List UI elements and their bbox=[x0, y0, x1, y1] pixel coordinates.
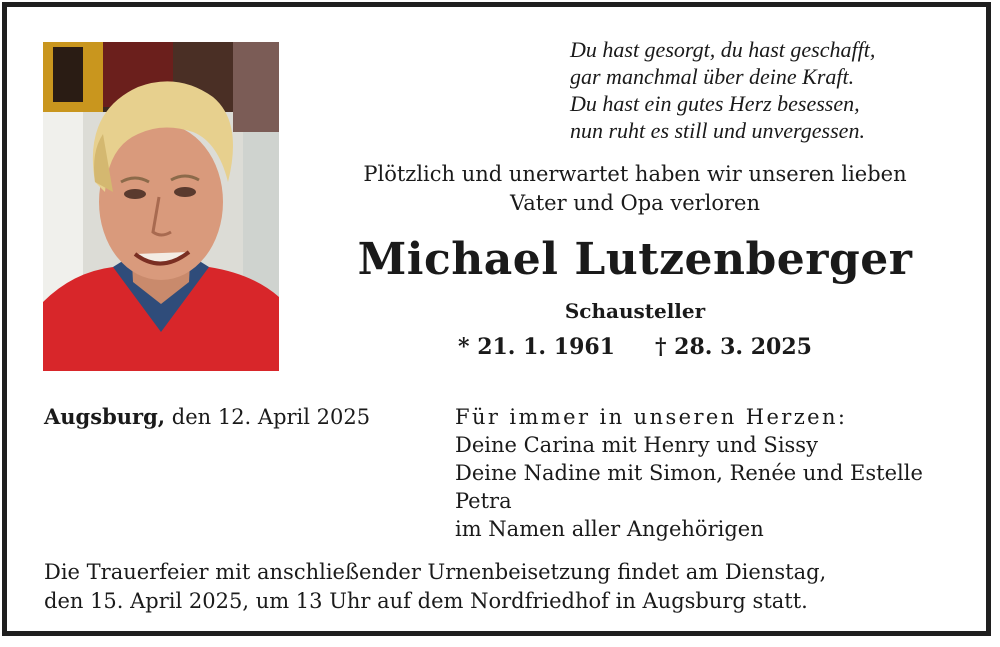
deceased-profession: Schausteller bbox=[564, 299, 706, 323]
place-and-date bbox=[44, 403, 370, 431]
birth-date: * 21. 1. 1961 bbox=[458, 334, 615, 360]
publication-date: den 12. April 2025 bbox=[171, 405, 371, 429]
intro-line-1: Plötzlich und unerwartet haben wir unseren lieben bbox=[363, 162, 907, 186]
poem-line: nun ruht es still und unvergessen. bbox=[570, 118, 865, 143]
mourners-list bbox=[455, 403, 975, 543]
funeral-notice bbox=[44, 558, 964, 616]
poem-line: Du hast ein gutes Herz besessen, bbox=[570, 91, 860, 116]
mourner-line: Deine Carina mit Henry und Sissy bbox=[455, 433, 818, 457]
mourner-line: Deine Nadine mit Simon, Renée und Estelle bbox=[455, 461, 923, 485]
poem-line: gar manchmal über deine Kraft. bbox=[570, 64, 855, 89]
mourner-line: im Namen aller Angehörigen bbox=[455, 517, 764, 541]
deceased-name: Michael Lutzenberger bbox=[357, 234, 913, 285]
mourner-line: Petra bbox=[455, 489, 512, 513]
notice-line-2: den 15. April 2025, um 13 Uhr auf dem Nordfriedhof in Augsburg statt. bbox=[44, 589, 808, 613]
portrait-illustration bbox=[43, 42, 279, 371]
mourners-heading: Für immer in unseren Herzen: bbox=[455, 405, 848, 429]
intro-line-2: Vater und Opa verloren bbox=[509, 191, 761, 215]
life-dates bbox=[290, 332, 980, 362]
notice-line-1: Die Trauerfeier mit anschließender Urnenbeisetzung findet am Dienstag, bbox=[44, 560, 827, 584]
poem bbox=[570, 36, 970, 144]
poem-line: Du hast gesorgt, du hast geschafft, bbox=[570, 37, 876, 62]
city: Augsburg, bbox=[44, 404, 166, 429]
death-date: † 28. 3. 2025 bbox=[655, 334, 812, 360]
intro-text bbox=[290, 160, 980, 218]
portrait-photo bbox=[43, 42, 279, 371]
